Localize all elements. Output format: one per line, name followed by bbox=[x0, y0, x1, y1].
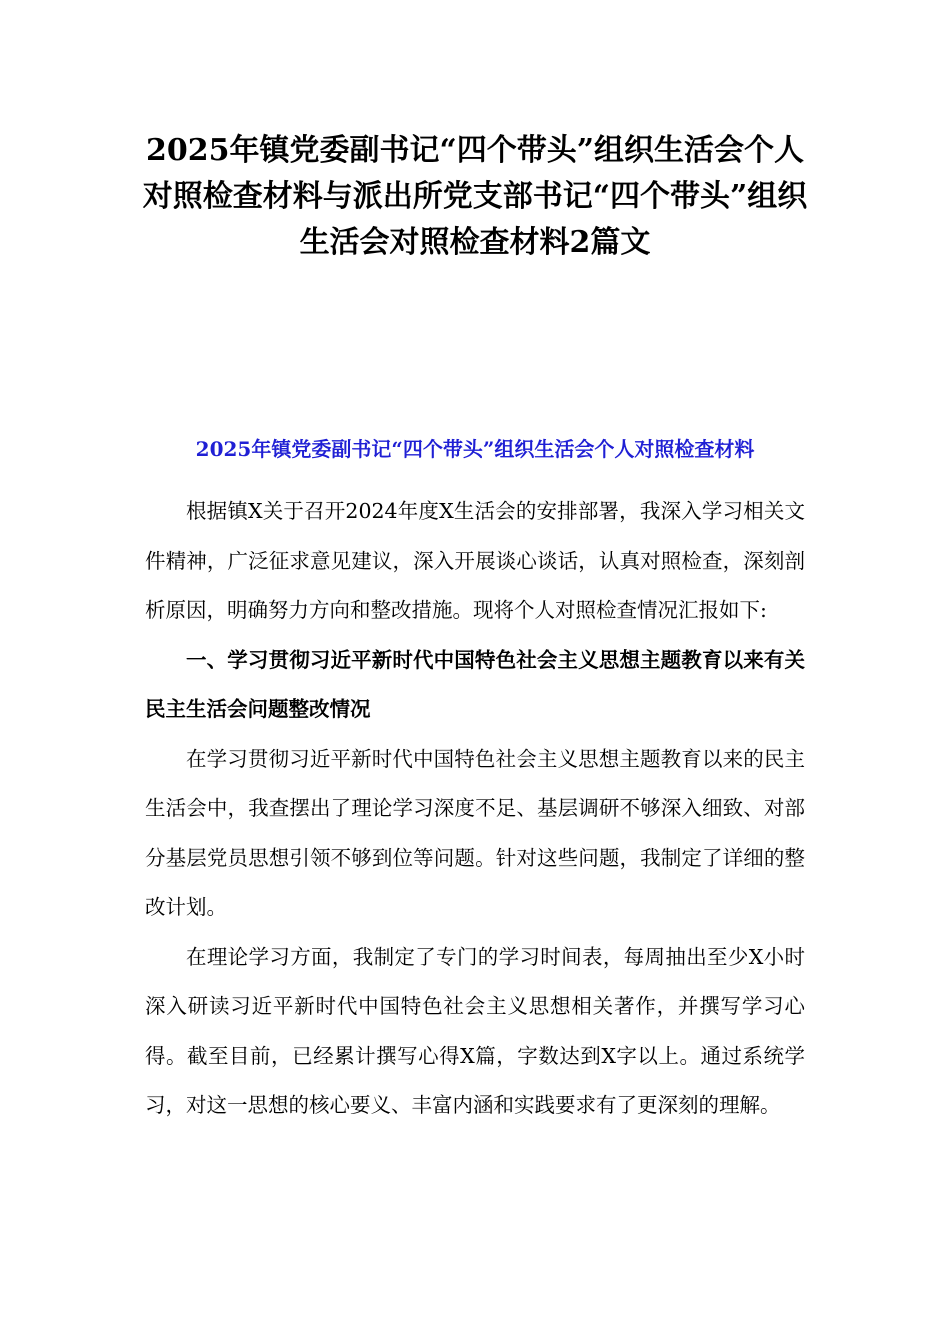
document-title-line: 生活会对照检查材料2篇文 bbox=[299, 225, 651, 260]
document-title-line: 2025年镇党委副书记“四个带头”组织生活会个人 bbox=[145, 133, 804, 168]
document-title bbox=[140, 128, 810, 266]
body-paragraph: 根据镇X关于召开2024年度X生活会的安排部署，我深入学习相关文件精神，广泛征求意见建议，深入开展谈心谈话，认真对照检查，深刻剖析原因，明确努力方向和整改措施。现将个人对照检查情况汇报如下: bbox=[145, 499, 805, 622]
subsection-heading: 一、学习贯彻习近平新时代中国特色社会主义思想主题教育以来有关民主生活会问题整改情况 bbox=[145, 647, 805, 721]
document-title-line: 对照检查材料与派出所党支部书记“四个带头”组织 bbox=[142, 179, 808, 214]
body-paragraph: 在理论学习方面，我制定了专门的学习时间表，每周抽出至少X小时深入研读习近平新时代中国特色社会主义思想相关著作，并撰写学习心得。截至目前，已经累计撰写心得X篇，字数达到X字以上。通过系统学习，对这一思想的核心要义、丰富内涵和实践要求有了更深刻的理解。 bbox=[145, 944, 805, 1117]
document-body bbox=[145, 487, 805, 1131]
section-heading: 2025年镇党委副书记“四个带头”组织生活会个人对照检查材料 bbox=[195, 437, 755, 461]
body-paragraph: 在学习贯彻习近平新时代中国特色社会主义思想主题教育以来的民主生活会中，我查摆出了理论学习深度不足、基层调研不够深入细致、对部分基层党员思想引领不够到位等问题。针对这些问题，我制定了详细的整改计划。 bbox=[145, 746, 805, 919]
